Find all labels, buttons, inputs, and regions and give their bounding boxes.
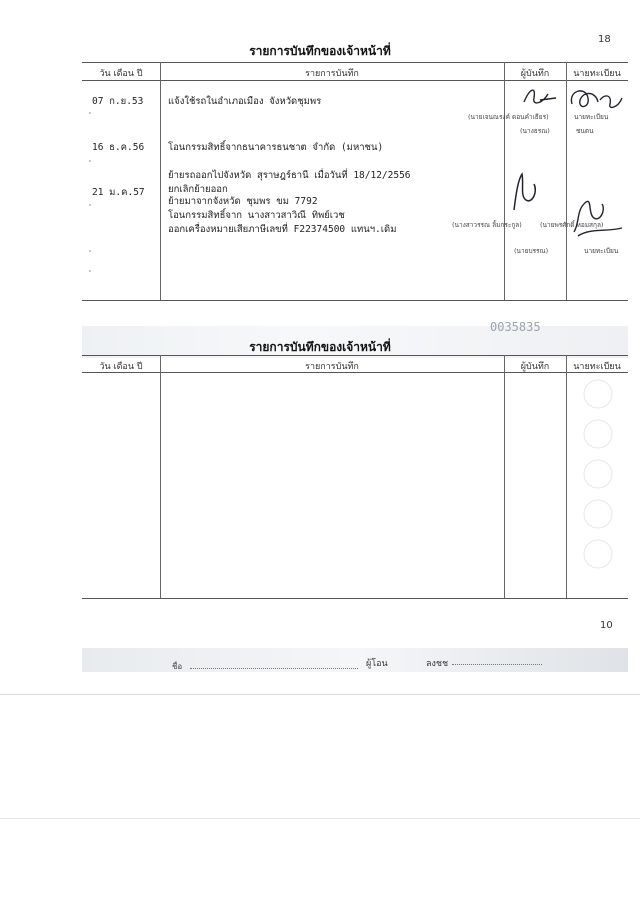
row-6-text: โอนกรรมสิทธิ์จาก นางสาวสาวิณี ทิพย์เวช: [168, 210, 345, 221]
bottom-header-registrar: นายทะเบียน: [573, 362, 621, 372]
top-header-date: วัน เดือน ปี: [99, 69, 143, 79]
margin-dot: [89, 250, 91, 252]
signature-label-2: นายทะเบียน: [574, 113, 609, 121]
background-pattern: [568, 374, 628, 594]
margin-dot: [89, 270, 91, 272]
bottom-table-header-top: [82, 355, 628, 356]
top-table-header-border: [82, 80, 628, 81]
top-header-recorder: ผู้บันทึก: [520, 69, 550, 79]
top-table-top-border: [82, 62, 628, 63]
top-col-divider-1: [160, 62, 161, 300]
bottom-header-entry: รายการบันทึก: [305, 362, 359, 372]
signature-label-3: (นางธรณ): [520, 127, 550, 135]
signature-3: [504, 170, 544, 214]
page-number-top: 18: [598, 34, 611, 45]
page-edge-line: [0, 818, 640, 819]
signature-4: [566, 192, 626, 242]
signature-label-7: (นายบรรณ): [514, 247, 549, 255]
top-table-bottom-border: [82, 300, 628, 301]
margin-dot: [89, 160, 91, 162]
row-5-date: 21 ม.ค.57: [92, 187, 145, 198]
footer-sign-prefix: ชื่อ: [172, 662, 183, 671]
signature-label-6: (นายพรศักดิ์ หอมสกุล): [540, 221, 604, 229]
row-4-text: ยกเลิกย้ายออก: [168, 184, 228, 195]
page-number-bottom: 10: [600, 620, 613, 631]
page-fold-line: [0, 694, 640, 695]
row-2-date: 16 ธ.ค.56: [92, 142, 145, 153]
signature-1: [520, 84, 560, 112]
row-3-text: ย้ายรถออกไปจังหวัด สุราษฎร์ธานี เมื่อวันที่ 18/12/2556: [168, 170, 411, 181]
bottom-header-recorder: ผู้บันทึก: [520, 362, 550, 372]
margin-dot: [89, 204, 91, 206]
footer-sign-label: ลงชช: [426, 659, 449, 669]
bottom-section-title: รายการบันทึกของเจ้าหน้าที่: [249, 340, 391, 354]
row-1-date: 07 ก.ย.53: [92, 96, 144, 107]
bottom-header-date: วัน เดือน ปี: [99, 362, 143, 372]
bottom-col-divider-1: [160, 355, 161, 598]
row-7-text: ออกเครื่องหมายเสียภาษีเลขที่ F22374500 แทนฯ.เดิม: [168, 224, 397, 235]
signature-label-8: นายทะเบียน: [584, 247, 619, 255]
row-2-text: โอนกรรมสิทธิ์จากธนาคารธนชาต จำกัด (มหาชน): [168, 142, 384, 153]
serial-number: 0035835: [490, 320, 541, 334]
top-section-title: รายการบันทึกของเจ้าหน้าที่: [249, 44, 391, 58]
row-5-text: ย้ายมาจากจังหวัด ชุมพร ขม 7792: [168, 196, 318, 207]
margin-dot: [89, 112, 91, 114]
top-header-registrar: นายทะเบียน: [573, 69, 621, 79]
bottom-col-divider-2: [504, 355, 505, 598]
bottom-table-bottom-border: [82, 598, 628, 599]
footer-dotted-line-1: [190, 668, 358, 669]
footer-dotted-line-2: [452, 664, 542, 665]
bottom-col-divider-3: [566, 355, 567, 598]
footer-transferor-label: ผู้โอน: [366, 659, 388, 669]
signature-label-5: (นางสาวรรณ ลิ้มกระกูล): [452, 221, 522, 229]
row-1-text: แจ้งใช้รถในอำเภอเมือง จังหวัดชุมพร: [168, 96, 322, 107]
signature-label-4: ชนตน: [576, 127, 594, 135]
signature-label-1: (นายเจนณรงค์ ดอนคำเธียร): [468, 113, 549, 121]
top-header-entry: รายการบันทึก: [305, 69, 359, 79]
